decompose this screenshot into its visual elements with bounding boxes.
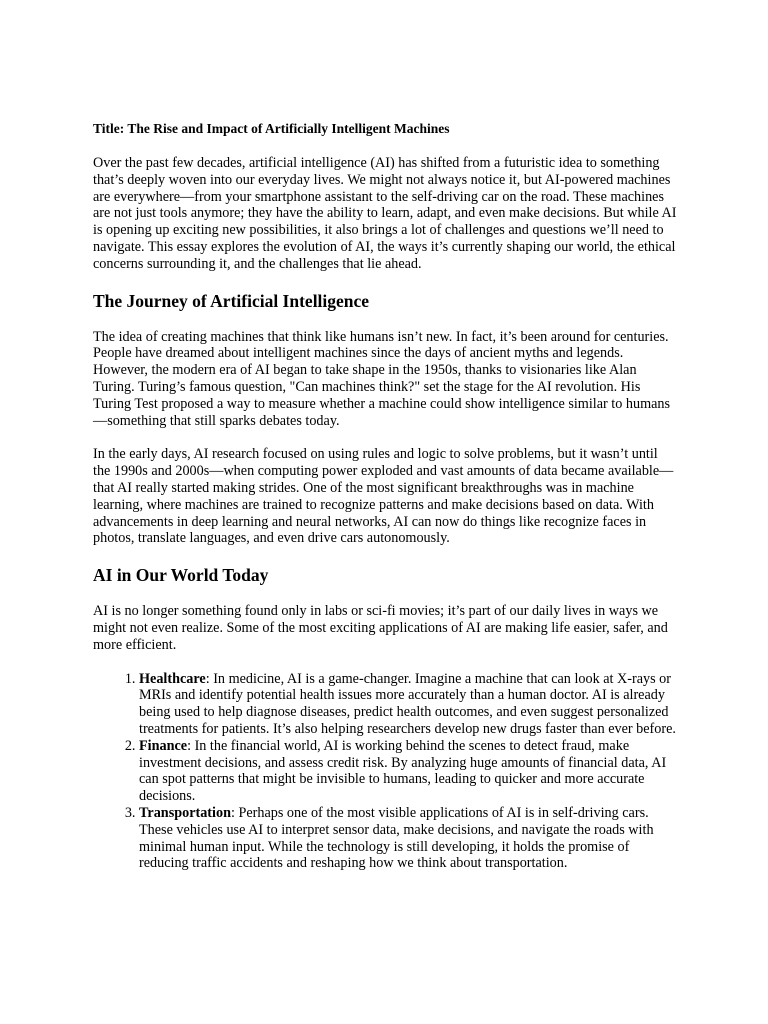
list-text: : In medicine, AI is a game-changer. Imagine a machine that can look at X-rays or MRIs and identify potential health issues more accurately than a human doctor. AI is already being used to help diagnose diseases, predict health outcomes, and even suggest personalized treatments for patients. It’s also helping researchers develop new drugs faster than ever before. bbox=[139, 670, 676, 737]
document-page bbox=[93, 120, 677, 872]
list-item-healthcare bbox=[139, 671, 677, 738]
list-item-finance bbox=[139, 738, 677, 805]
list-item-transportation bbox=[139, 805, 677, 872]
list-term: Transportation bbox=[139, 804, 231, 821]
list-term: Healthcare bbox=[139, 670, 206, 687]
intro-paragraph: Over the past few decades, artificial intelligence (AI) has shifted from a futuristic idea to something that’s deeply woven into our everyday lives. We might not always notice it, but AI-powered machines are everywhere—from your smartphone assistant to the self-driving car on the road. These machines are not just tools anymore; they have the ability to learn, adapt, and even make decisions. But while AI is opening up exciting new possibilities, it also brings a lot of challenges and questions we’ll need to navigate. This essay explores the evolution of AI, the ways it’s currently shaping our world, the ethical concerns surrounding it, and the challenges that lie ahead. bbox=[93, 155, 677, 272]
list-term: Finance bbox=[139, 737, 188, 754]
journey-paragraph-2: In the early days, AI research focused on using rules and logic to solve problems, but it wasn’t until the 1990s and 2000s—when computing power exploded and vast amounts of data became available—that AI really started making strides. One of the most significant breakthroughs was in machine learning, where machines are trained to recognize patterns and make decisions based on data. With advancements in deep learning and neural networks, AI can now do things like recognize faces in photos, translate languages, and even drive cars autonomously. bbox=[93, 446, 674, 547]
section-heading-ai-today: AI in Our World Today bbox=[93, 565, 269, 586]
list-text: : In the financial world, AI is working behind the scenes to detect fraud, make investment decisions, and assess credit risk. By analyzing huge amounts of financial data, AI can spot patterns that might be invisible to humans, leading to quicker and more accurate decisions. bbox=[139, 737, 667, 805]
applications-list bbox=[93, 671, 677, 873]
list-text: : Perhaps one of the most visible applications of AI is in self-driving cars. These vehicles use AI to interpret sensor data, make decisions, and navigate the roads with minimal human input. While the technology is still developing, it holds the promise of reducing traffic accidents and reshaping how we think about transportation. bbox=[139, 804, 654, 872]
document-title: Title: The Rise and Impact of Artificially Intelligent Machines bbox=[93, 121, 450, 136]
ai-today-paragraph: AI is no longer something found only in labs or sci-fi movies; it’s part of our daily lives in ways we might not even realize. Some of the most exciting applications of AI are making life easier, safer, and more efficient. bbox=[93, 603, 668, 653]
section-heading-journey: The Journey of Artificial Intelligence bbox=[93, 290, 370, 311]
journey-paragraph-1: The idea of creating machines that think like humans isn’t new. In fact, it’s been around for centuries. People have dreamed about intelligent machines since the days of ancient myths and legends. However, the modern era of AI began to take shape in the 1950s, thanks to visionaries like Alan Turing. Turing’s famous question, "Can machines think?" set the stage for the AI revolution. His Turing Test proposed a way to measure whether a machine could show intelligence similar to humans—something that still sparks debates today. bbox=[93, 328, 671, 429]
